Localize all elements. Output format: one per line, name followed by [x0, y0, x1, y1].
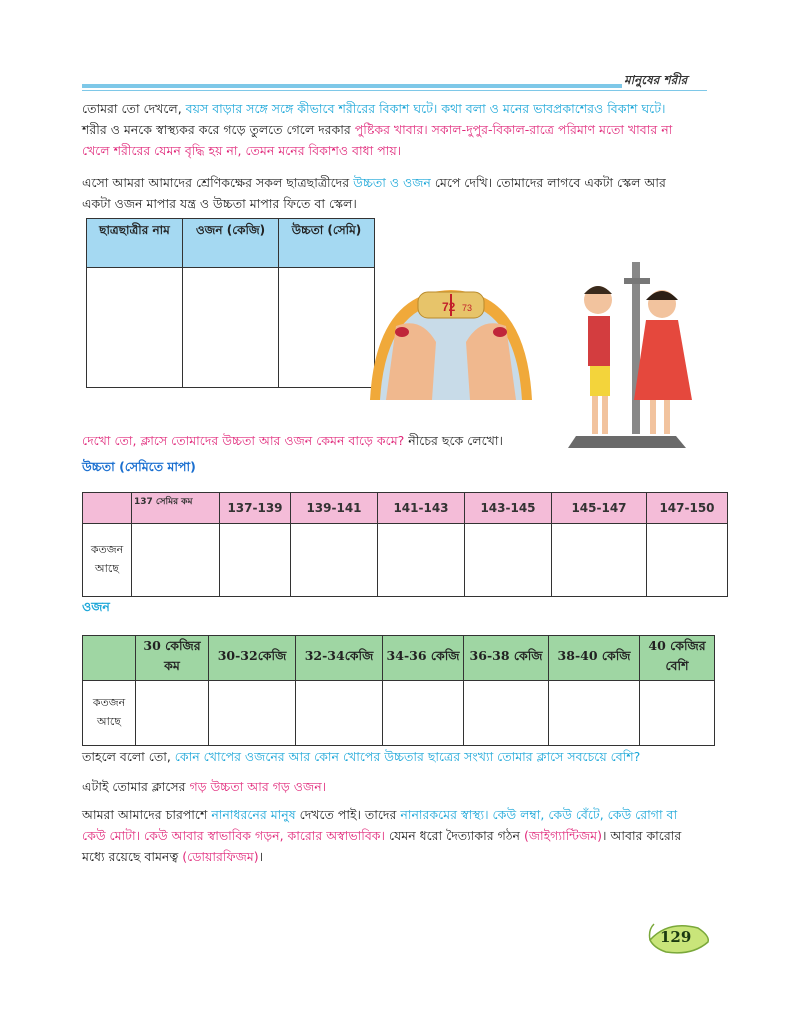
weight-bin-header: 34-36 কেজি [383, 636, 464, 681]
count-cell[interactable] [132, 524, 220, 597]
measure-text-2: মেপে দেখি। তোমাদের লাগবে একটা স্কেল আর [430, 175, 666, 190]
chapter-title: মানুষের শরীর [624, 73, 688, 87]
measure-highlight: উচ্চতা ও ওজন [353, 175, 431, 190]
closing-highlight: নানাধরনের মানুষ [211, 807, 296, 822]
count-cell[interactable] [136, 681, 209, 746]
count-cell[interactable] [465, 524, 552, 597]
weight-bin-header: 36-38 কেজি [464, 636, 549, 681]
row-label-count: কতজন আছে [83, 681, 136, 746]
count-cell[interactable] [209, 681, 296, 746]
height-bin-header: 139-141 [291, 493, 378, 524]
measure-paragraph [82, 172, 712, 214]
count-cell[interactable] [220, 524, 291, 597]
row-label-count: কতজন আছে [83, 524, 132, 597]
height-bin-header: 143-145 [465, 493, 552, 524]
weight-distribution-table [82, 635, 715, 746]
average-text: এটাই তোমার ক্লাসের [82, 779, 190, 794]
weighing-scale-illustration [366, 282, 536, 402]
weight-section-label: ওজন [82, 599, 110, 614]
count-cell[interactable] [549, 681, 640, 746]
average-highlight: গড় উচ্চতা আর গড় ওজন। [189, 779, 327, 794]
closing-highlight-4: (জাইগ্যান্টিজম) [523, 828, 602, 843]
prompt-line [82, 430, 712, 451]
closing-text-3: যেমন ধরো দৈত্যাকার গঠন [385, 828, 524, 843]
height-bin-header: 137 সেমির কম [132, 493, 220, 524]
prompt-text: নীচের ছকে লেখো। [404, 433, 503, 448]
height-section-label: উচ্চতা (সেমিতে মাপা) [82, 459, 196, 474]
intro-highlight: বয়স বাড়ার সঙ্গে সঙ্গে কীভাবে শরীরের বিকাশ ঘটে। কথা বলা ও মনের ভাবপ্রকাশেরও বিকাশ ঘটে। [185, 101, 666, 116]
count-cell[interactable] [291, 524, 378, 597]
corner-cell [83, 493, 132, 524]
intro-highlight-2: পুষ্টিকর খাবার। সকাল-দুপুর-বিকাল-রাত্রে পরিমাণ মতো খাবার না [354, 122, 673, 137]
average-line [82, 776, 712, 797]
children-height-illustration [566, 260, 706, 450]
count-cell[interactable] [383, 681, 464, 746]
height-distribution-table [82, 492, 728, 597]
intro-text: তোমরা তো দেখলে, [82, 101, 186, 116]
count-cell[interactable] [640, 681, 715, 746]
closing-text-6: । [258, 849, 264, 864]
intro-paragraph [82, 98, 712, 161]
closing-text: আমরা আমাদের চারপাশে [82, 807, 212, 822]
weight-bin-header: 32-34কেজি [296, 636, 383, 681]
height-bin-header: 137-139 [220, 493, 291, 524]
measure-text-3: একটা ওজন মাপার যন্ত্র ও উচ্চতা মাপার ফিতে বা স্কেল। [82, 196, 357, 211]
header-rule [82, 84, 622, 88]
closing-text-2: দেখতে পাই। তাদের [295, 807, 401, 822]
height-bin-header: 147-150 [647, 493, 728, 524]
closing-text-5: মধ্যে রয়েছে বামনত্ব [82, 849, 183, 864]
height-bin-header: 141-143 [378, 493, 465, 524]
cell-weight[interactable] [183, 268, 279, 388]
closing-highlight-3: কেউ মোটা। কেউ আবার স্বাভাবিক গড়ন, কারোর অস্বাভাবিক। [82, 828, 386, 843]
weight-bin-header: 30 কেজির কম [136, 636, 209, 681]
intro-text-3: খেলে শরীরের যেমন বৃদ্ধি হয় না, তেমন মনের বিকাশও বাধা পায়। [82, 143, 402, 158]
prompt-highlight: দেখো তো, ক্লাসে তোমাদের উচ্চতা আর ওজন কেমন বাড়ে কমে? [82, 433, 405, 448]
header-rule-thin [82, 90, 707, 91]
count-cell[interactable] [378, 524, 465, 597]
closing-highlight-5: (ডোয়ারফিজম) [182, 849, 259, 864]
closing-paragraph [82, 804, 712, 867]
height-bin-header: 145-147 [552, 493, 647, 524]
question-highlight: কোন খোপের ওজনের আর কোন খোপের উচ্চতার ছাত্রের সংখ্যা তোমার ক্লাসে সবচেয়ে বেশি? [174, 749, 641, 764]
header-height: উচ্চতা (সেমি) [279, 219, 375, 268]
cell-height[interactable] [279, 268, 375, 388]
closing-text-4: । আবার কারোর [601, 828, 682, 843]
weight-bin-header: 30-32কেজি [209, 636, 296, 681]
student-record-table [86, 218, 375, 388]
scale-reading-next: 73 [462, 303, 473, 313]
count-cell[interactable] [647, 524, 728, 597]
weight-bin-header: 38-40 কেজি [549, 636, 640, 681]
count-cell[interactable] [552, 524, 647, 597]
weight-bin-header: 40 কেজির বেশি [640, 636, 715, 681]
scale-reading: 72 [442, 300, 456, 314]
page-number: 129 [660, 928, 692, 946]
closing-highlight-2: নানারকমের স্বাস্থ্য। কেউ লম্বা, কেউ বেঁটে, কেউ রোগা বা [400, 807, 678, 822]
cell-name[interactable] [87, 268, 183, 388]
measure-text: এসো আমরা আমাদের শ্রেণিকক্ষের সকল ছাত্রছাত্রীদের [82, 175, 354, 190]
intro-text-2: শরীর ও মনকে স্বাস্থ্যকর করে গড়ে তুলতে গেলে দরকার [82, 122, 355, 137]
question-line [82, 746, 712, 767]
header-weight: ওজন (কেজি) [183, 219, 279, 268]
header-student-name: ছাত্রছাত্রীর নাম [87, 219, 183, 268]
corner-cell [83, 636, 136, 681]
question-text: তাহলে বলো তো, [82, 749, 175, 764]
count-cell[interactable] [464, 681, 549, 746]
count-cell[interactable] [296, 681, 383, 746]
